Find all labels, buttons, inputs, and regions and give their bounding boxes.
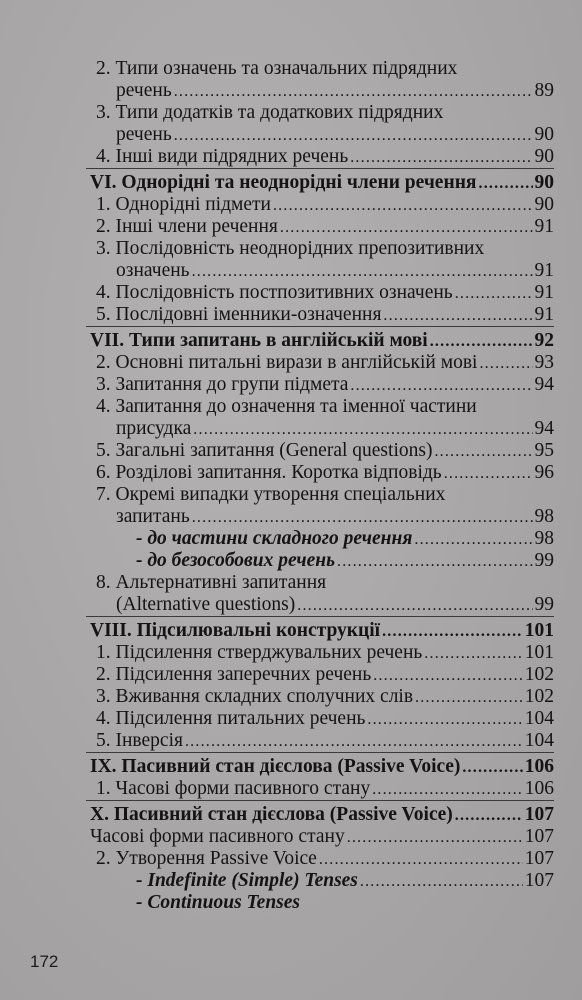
toc-entry[interactable]: 4. Запитання до означення та іменної частини (96, 396, 477, 417)
dot-leader (479, 353, 532, 375)
toc-entry[interactable]: 8. Альтернативні запитання (96, 572, 327, 593)
dot-leader (479, 173, 533, 195)
dot-leader (462, 757, 522, 779)
dot-leader (415, 687, 523, 709)
dot-leader (185, 731, 523, 753)
toc-entry[interactable]: запитань ..... 98 (116, 506, 554, 529)
toc-entry[interactable]: 5. Загальні запитання (General questions) ..... 95 (96, 440, 554, 463)
dot-leader (430, 331, 533, 353)
toc-entry[interactable]: 5. Інверсія ..... 104 (96, 730, 554, 753)
toc-entry[interactable]: означень ..... 91 (116, 260, 554, 283)
dot-leader (360, 871, 523, 893)
toc-entry[interactable]: 4. Послідовність постпозитивних означень ..... 91 (96, 282, 554, 305)
section-divider (86, 616, 554, 617)
toc-section-heading[interactable]: VI. Однорідні та неоднорідні члени речення ..... 90 (90, 172, 554, 195)
toc-entry[interactable]: 7. Окремі випадки утворення спеціальних (96, 484, 446, 505)
toc-entry[interactable]: - до частини складного речення ..... 98 (136, 528, 554, 551)
toc-entry[interactable]: 1. Однорідні підмети ..... 90 (96, 194, 554, 217)
toc-entry[interactable]: речень ..... 89 (116, 80, 554, 103)
dot-leader (372, 779, 523, 801)
dot-leader (414, 529, 532, 551)
toc-entry[interactable]: присудка ..... 94 (116, 418, 554, 441)
dot-leader (444, 463, 533, 485)
toc-entry[interactable]: - Indefinite (Simple) Tenses ..... 107 (136, 870, 554, 893)
page-number: 172 (30, 952, 59, 971)
toc-entry[interactable]: - до безособових речень ..... 99 (136, 550, 554, 573)
dot-leader (382, 621, 523, 643)
dot-leader (174, 125, 533, 147)
toc-entry[interactable]: 4. Інші види підрядних речень ..... 90 (96, 146, 554, 169)
section-divider (86, 168, 554, 169)
toc-entry[interactable]: - Continuous Tenses (136, 892, 301, 913)
toc-entry[interactable]: 5. Послідовні іменники-означення ..... 91 (96, 304, 554, 327)
dot-leader (350, 375, 532, 397)
dot-leader (383, 305, 532, 327)
dot-leader (192, 261, 533, 283)
dot-leader (192, 507, 533, 529)
dot-leader (337, 551, 533, 573)
toc-entry[interactable]: 2. Типи означень та означальних підрядних (96, 58, 458, 79)
toc-entry[interactable]: 3. Типи додатків та додаткових підрядних (96, 102, 444, 123)
toc-section-heading[interactable]: IX. Пасивний стан дієслова (Passive Voice) ..... 106 (90, 756, 554, 779)
dot-leader (347, 827, 523, 849)
dot-leader (174, 81, 533, 103)
dot-leader (373, 665, 523, 687)
dot-leader (350, 147, 532, 169)
toc-entry[interactable]: 2. Основні питальні вирази в англійській мові ..... 93 (96, 352, 554, 375)
dot-leader (367, 709, 522, 731)
dot-leader (434, 441, 532, 463)
toc-section-heading[interactable]: X. Пасивний стан дієслова (Passive Voice) ..... 107 (90, 804, 554, 827)
toc-section-heading[interactable]: VII. Типи запитань в англійській мові ..... 92 (90, 330, 554, 353)
toc-entry[interactable]: 3. Послідовність неоднорідних препозитивних (96, 238, 485, 259)
toc-entry[interactable]: 3. Вживання складних сполучних слів ..... 102 (96, 686, 554, 709)
dot-leader (319, 849, 523, 871)
section-divider (86, 326, 554, 327)
toc-entry[interactable]: 2. Утворення Passive Voice ..... 107 (96, 848, 554, 871)
dot-leader (424, 643, 522, 665)
toc-entry[interactable]: 2. Підсилення заперечних речень ..... 102 (96, 664, 554, 687)
toc-entry[interactable]: речень ..... 90 (116, 124, 554, 147)
section-divider (86, 752, 554, 753)
toc-entry[interactable]: (Alternative questions) ..... 99 (116, 594, 554, 617)
toc-entry[interactable]: 2. Інші члени речення ..... 91 (96, 216, 554, 239)
dot-leader (273, 195, 533, 217)
toc-entry[interactable]: 1. Часові форми пасивного стану ..... 106 (96, 778, 554, 801)
toc-entry[interactable]: 3. Запитання до групи підмета ..... 94 (96, 374, 554, 397)
section-divider (86, 800, 554, 801)
toc-entry[interactable]: Часові форми пасивного стану ..... 107 (90, 826, 554, 849)
toc-entry[interactable]: 4. Підсилення питальних речень ..... 104 (96, 708, 554, 731)
dot-leader (455, 283, 533, 305)
dot-leader (280, 217, 533, 239)
dot-leader (455, 805, 523, 827)
dot-leader (193, 419, 532, 441)
toc-section-heading[interactable]: VIII. Підсилювальні конструкції ..... 101 (90, 620, 554, 643)
toc-entry[interactable]: 6. Розділові запитання. Коротка відповідь ..... 96 (96, 462, 554, 485)
dot-leader (297, 595, 532, 617)
toc-entry[interactable]: 1. Підсилення стверджувальних речень ..... 101 (96, 642, 554, 665)
